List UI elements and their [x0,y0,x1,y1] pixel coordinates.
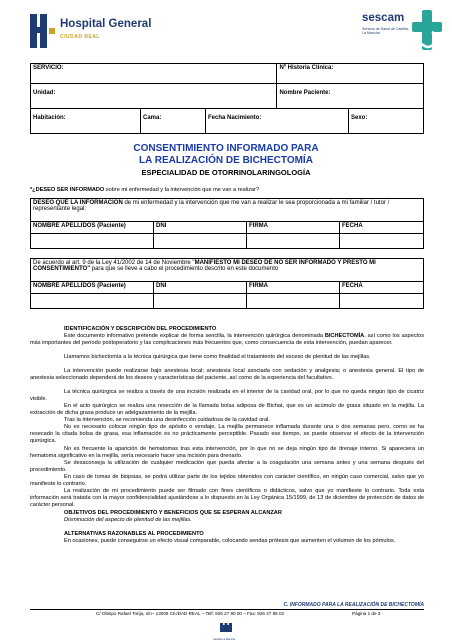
footer-divider [30,609,424,610]
hospital-logo-mark-icon [30,14,56,48]
box1-dni-field[interactable] [154,234,247,249]
unidad-cell[interactable] [31,84,277,109]
box2-name-field[interactable] [31,294,154,309]
information-question [30,187,259,193]
sexo-cell[interactable] [349,109,424,134]
paragraph-1-b: , así como los aspectos más importantes del período postoperatorio y las complicaciones más frecuentes que, como consecuencia de esta intervención, puedan aparecer. [30,333,424,347]
family-info-bold: DESEO QUE LA INFORMACIÓN [33,200,123,206]
nombre-paciente-cell[interactable] [277,84,424,109]
identification-heading: IDENTIFICACIÓN Y DESCRIPCIÓN DEL PROCEDIMIENTO [64,326,217,332]
paragraph-4: La técnica quirúrgica se realiza a través de una incisión realizada en el interior de la cavidad oral, por lo que no queda ningún tipo de cicatriz visible. [30,389,424,403]
hospital-logo [30,14,170,48]
footer-address: C/ Obispo Rafael Torija, s/n– 13005 CIUDAD REAL – Telf: 926 27 80 00 – Fax: 926 27 85 02 [96,611,285,616]
box2-date-field[interactable] [340,294,424,309]
footer-doc-title: C. INFORMADO PARA LA REALIZACIÓN DE BICHECTOMÍA [283,602,424,608]
alternatives-text: En ocasiones, puede conseguirse un efecto visual comparable, colocando sendas prótesis que aumenten el volumen de los pómulos. [64,538,396,544]
fecha-nacimiento-label: Fecha Nacimiento: [208,115,262,121]
box1-col-fecha: FECHA [340,222,424,234]
castilla-la-mancha-text: Castilla-La Mancha [212,638,236,641]
title-specialty: ESPECIALIDAD DE OTORRINOLARINGOLOGÍA [141,168,311,177]
box1-col-firma: FIRMA [247,222,340,234]
box2-col-name: NOMBRE APELLIDOS (Paciente) [31,282,154,294]
sescam-name: sescam [362,12,405,24]
objectives-heading: OBJETIVOS DEL PROCEDIMIENTO Y BENEFICIOS QUE SE ESPERAN ALCANZAR [64,510,282,516]
box2-signature-field[interactable] [247,294,340,309]
sescam-cross-icon [412,10,442,50]
box2-col-dni: DNI [154,282,247,294]
box2-dni-field[interactable] [154,294,247,309]
question-bold: *¿DESEO SER INFORMADO [30,187,105,193]
paragraph-7: No es necesario colocar ningún tipo de apósito o vendaje. La mejilla permanece inflamada durante una o dos semanas pero, como se ha resecado la citada bolsa de grasa, esa inflamación es no prácticamente perceptible. Pasado ese tiempo, se puede observar el efecto de la intervención quirúrgica. [30,424,424,445]
sexo-label: Sexo: [351,115,368,121]
habitacion-label: Habitación: [33,115,66,121]
family-info-table [30,198,424,249]
hospital-city: CIUDAD REAL [60,34,100,40]
paragraph-9: Se desaconseja la utilización de cualquier medicación que pueda afectar a la coagulación una semana antes y una semana después del procedimiento. [30,460,424,474]
box1-col-dni: DNI [154,222,247,234]
title-line-1: CONSENTIMIENTO INFORMADO PARA [133,143,319,154]
box2-col-fecha: FECHA [340,282,424,294]
fecha-nacimiento-cell[interactable] [206,109,349,134]
sescam-logo [360,10,442,50]
alternatives-heading: ALTERNATIVAS RAZONABLES AL PROCEDIMIENTO [64,531,204,537]
cama-label: Cama: [143,115,162,121]
sescam-subtitle: Servicio de Salud de Castilla-La Mancha [362,27,409,35]
objectives-text: Disminución del aspecto de plenitud de las mejillas. [64,517,192,523]
castilla-la-mancha-logo [212,620,236,641]
paragraph-1-bold: BICHECTOMÍA [324,333,365,339]
no-info-text [31,259,424,282]
box2-col-firma: FIRMA [247,282,340,294]
box1-signature-field[interactable] [247,234,340,249]
castilla-la-mancha-emblem-icon [216,623,236,633]
paragraph-3: La intervención puede realizarse bajo anestesia local; anestesia local asociada con sedación y analgesia; o anestesia general. El tipo de anestesia seleccionado dependerá de los deseos y características del paciente, así como de la experiencia del facultativo. [30,368,424,382]
cama-cell[interactable] [141,109,206,134]
paragraph-1-a: Este documento informativo pretende explicar de forma sencilla, la intervención quirúrgica denominada [64,333,325,339]
box1-date-field[interactable] [340,234,424,249]
no-info-table [30,258,424,309]
nombre-paciente-label: Nombre Paciente: [279,90,331,96]
servicio-label: SERVICIO: [33,65,64,71]
paragraph-10: En caso de tomas de biopsias, se podrá utilizar parte de los tejidos obtenidos con carácter científico, en ningún caso comercial, salvo que yo manifieste lo contrario. [30,474,424,488]
no-info-text-b: para que se lleve a cabo el procedimiento descrito en este documento [90,266,279,272]
historia-label: Nº Historia Clínica: [279,65,334,71]
unidad-label: Unidad: [33,90,56,96]
box1-name-field[interactable] [31,234,154,249]
paragraph-1 [30,333,424,347]
habitacion-cell[interactable] [31,109,141,134]
family-info-text [31,199,424,222]
patient-data-table [30,63,424,134]
no-info-bold: MANIFIESTO MI DESEO DE NO SER INFORMADO Y PRESTO MI CONSENTIMIENTO" [33,260,376,272]
historia-cell[interactable] [277,64,424,84]
paragraph-2: Llamamos bichectomía a la técnica quirúrgica que tiene como finalidad el tratamiento del exceso de plenitud de las mejillas. [64,354,371,360]
question-rest: sobre mi enfermedad y la intervención que me van a realizar? [104,187,260,193]
paragraph-6: Tras la intervención, se recomienda una desinfección cuidadosa de la cavidad oral. [64,417,270,423]
box1-col-name: NOMBRE APELLIDOS (Paciente) [31,222,154,234]
no-info-text-a: De acuerdo al art. 9 de la Ley 41/2002 de 14 de Noviembre " [33,260,195,266]
title-line-2: LA REALIZACIÓN DE BICHECTOMÍA [139,155,313,166]
paragraph-5: En el acto quirúrgico se realiza una resección de la llamada bolsa adiposa de Bichat, que es un acúmulo de grasa situado en la mejilla. La extracción de dicha grasa produce un adelgazamiento de la mejilla. [30,403,424,417]
servicio-cell[interactable] [31,64,277,84]
paragraph-8: No es frecuente la aparición de hematomas tras esta intervención, por lo que no se deja ningún tipo de drenaje interno. Si apareciera un hematoma significativo en la mejilla, sería necesario hacer una incisión para drenarlo. [30,446,424,460]
hospital-name: Hospital General [60,18,152,30]
paragraph-11: La realización de mi procedimiento puede ser filmado con fines científicos o didácticos, salvo que yo manifieste lo contrario. Toda esta información será tratada con la mayor confidencialidad ajustándose a lo dispuesto en la Ley Orgánica 15/1999, de 13 de diciembre de protección de datos de carácter personal. [30,488,424,509]
footer-page-number: Página 1 de 3 [352,611,381,616]
family-info-rest: de mi enfermedad y la intervención que me van a realizar le sea proporcionada a mi familiar / tutor / representante legal: [33,200,390,212]
